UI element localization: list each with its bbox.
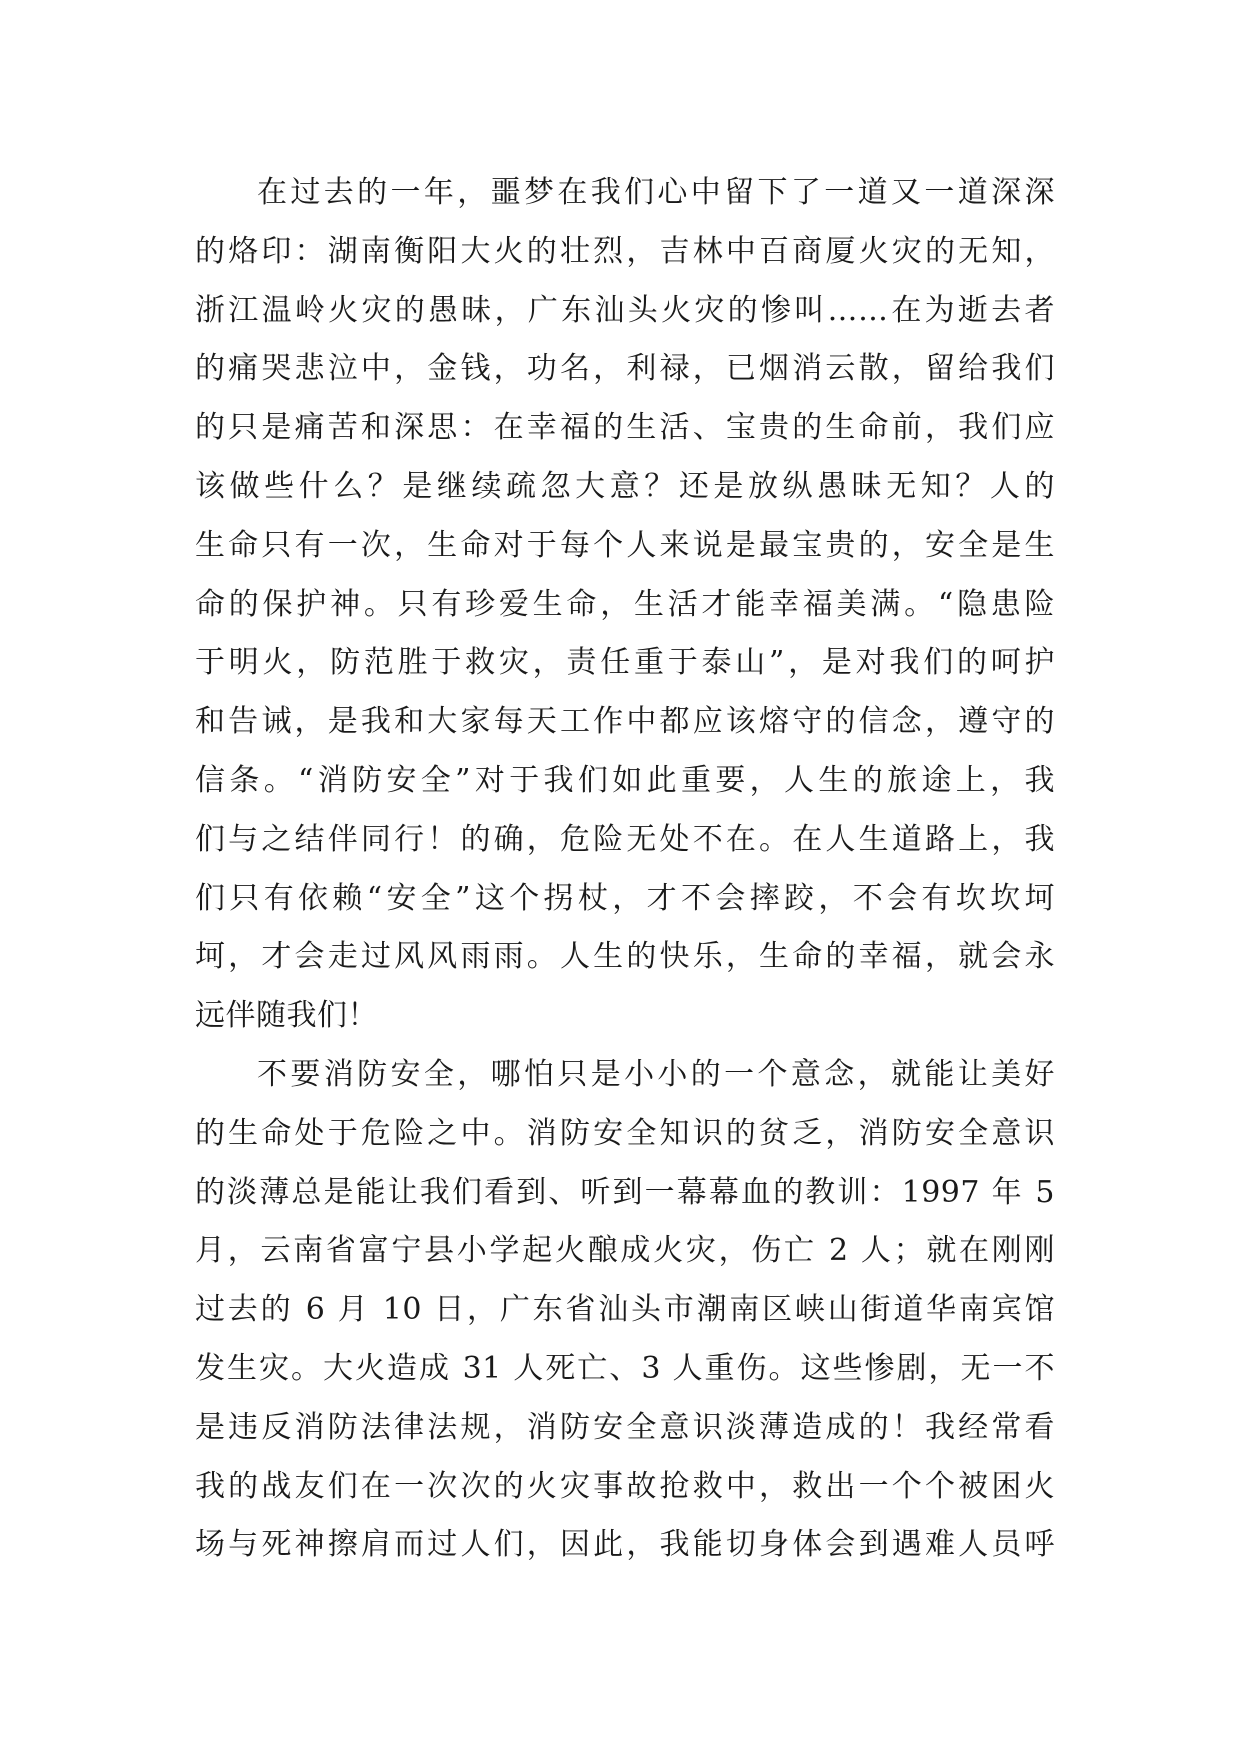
paragraph-1-line: 生命只有一次，生命对于每个人来说是最宝贵的，安全是生 xyxy=(195,527,1055,563)
paragraph-2-line: 月，云南省富宁县小学起火酿成火灾，伤亡 2 人；就在刚刚 xyxy=(195,1233,1055,1269)
paragraph-2-line: 发生灾。大火造成 31 人死亡、3 人重伤。这些惨剧，无一不 xyxy=(195,1350,1055,1386)
paragraph-1-line: 命的保护神。只有珍爱生命，生活才能幸福美满。“隐患险 xyxy=(195,586,1055,622)
paragraph-1-line: 信条。“消防安全”对于我们如此重要，人生的旅途上，我 xyxy=(195,762,1055,798)
paragraph-1-line: 的只是痛苦和深思：在幸福的生活、宝贵的生命前，我们应 xyxy=(195,410,1055,446)
paragraph-2-line: 的生命处于危险之中。消防安全知识的贫乏，消防安全意识 xyxy=(195,1115,1055,1151)
paragraph-1-line: 于明火，防范胜于救灾，责任重于泰山”，是对我们的呵护 xyxy=(195,645,1055,681)
paragraph-1-line: 们与之结伴同行！的确，危险无处不在。在人生道路上，我 xyxy=(195,821,1055,857)
paragraph-1-line: 们只有依赖“安全”这个拐杖，才不会摔跤，不会有坎坎坷 xyxy=(195,880,1055,916)
paragraph-1-line: 和告诫，是我和大家每天工作中都应该熔守的信念，遵守的 xyxy=(195,704,1055,740)
paragraph-1-line: 坷，才会走过风风雨雨。人生的快乐，生命的幸福，就会永 xyxy=(195,939,1055,975)
document-body xyxy=(195,164,1055,1575)
paragraph-2-line: 过去的 6 月 10 日，广东省汕头市潮南区峡山街道华南宾馆 xyxy=(195,1292,1055,1328)
paragraph-2-line: 的淡薄总是能让我们看到、听到一幕幕血的教训：1997 年 5 xyxy=(195,1174,1055,1210)
paragraph-1-line: 的痛哭悲泣中，金钱，功名，利禄，已烟消云散，留给我们 xyxy=(195,351,1055,387)
paragraph-1-line: 浙江温岭火灾的愚昧，广东汕头火灾的惨叫……在为逝去者 xyxy=(195,292,1055,328)
paragraph-1-line: 远伴随我们！ xyxy=(195,998,378,1034)
paragraph-2-line: 是违反消防法律法规，消防安全意识淡薄造成的！我经常看 xyxy=(195,1409,1055,1445)
paragraph-2-line: 我的战友们在一次次的火灾事故抢救中，救出一个个被困火 xyxy=(195,1468,1055,1504)
paragraph-1-line: 该做些什么？是继续疏忽大意？还是放纵愚昧无知？人的 xyxy=(195,468,1055,504)
paragraph-1-line: 在过去的一年，噩梦在我们心中留下了一道又一道深深 xyxy=(257,175,1055,210)
paragraph-1-line: 的烙印：湖南衡阳大火的壮烈，吉林中百商厦火灾的无知， xyxy=(195,233,1055,269)
paragraph-2-line: 场与死神擦肩而过人们，因此，我能切身体会到遇难人员呼 xyxy=(195,1527,1055,1563)
paragraph-2-line: 不要消防安全，哪怕只是小小的一个意念，就能让美好 xyxy=(257,1056,1055,1092)
